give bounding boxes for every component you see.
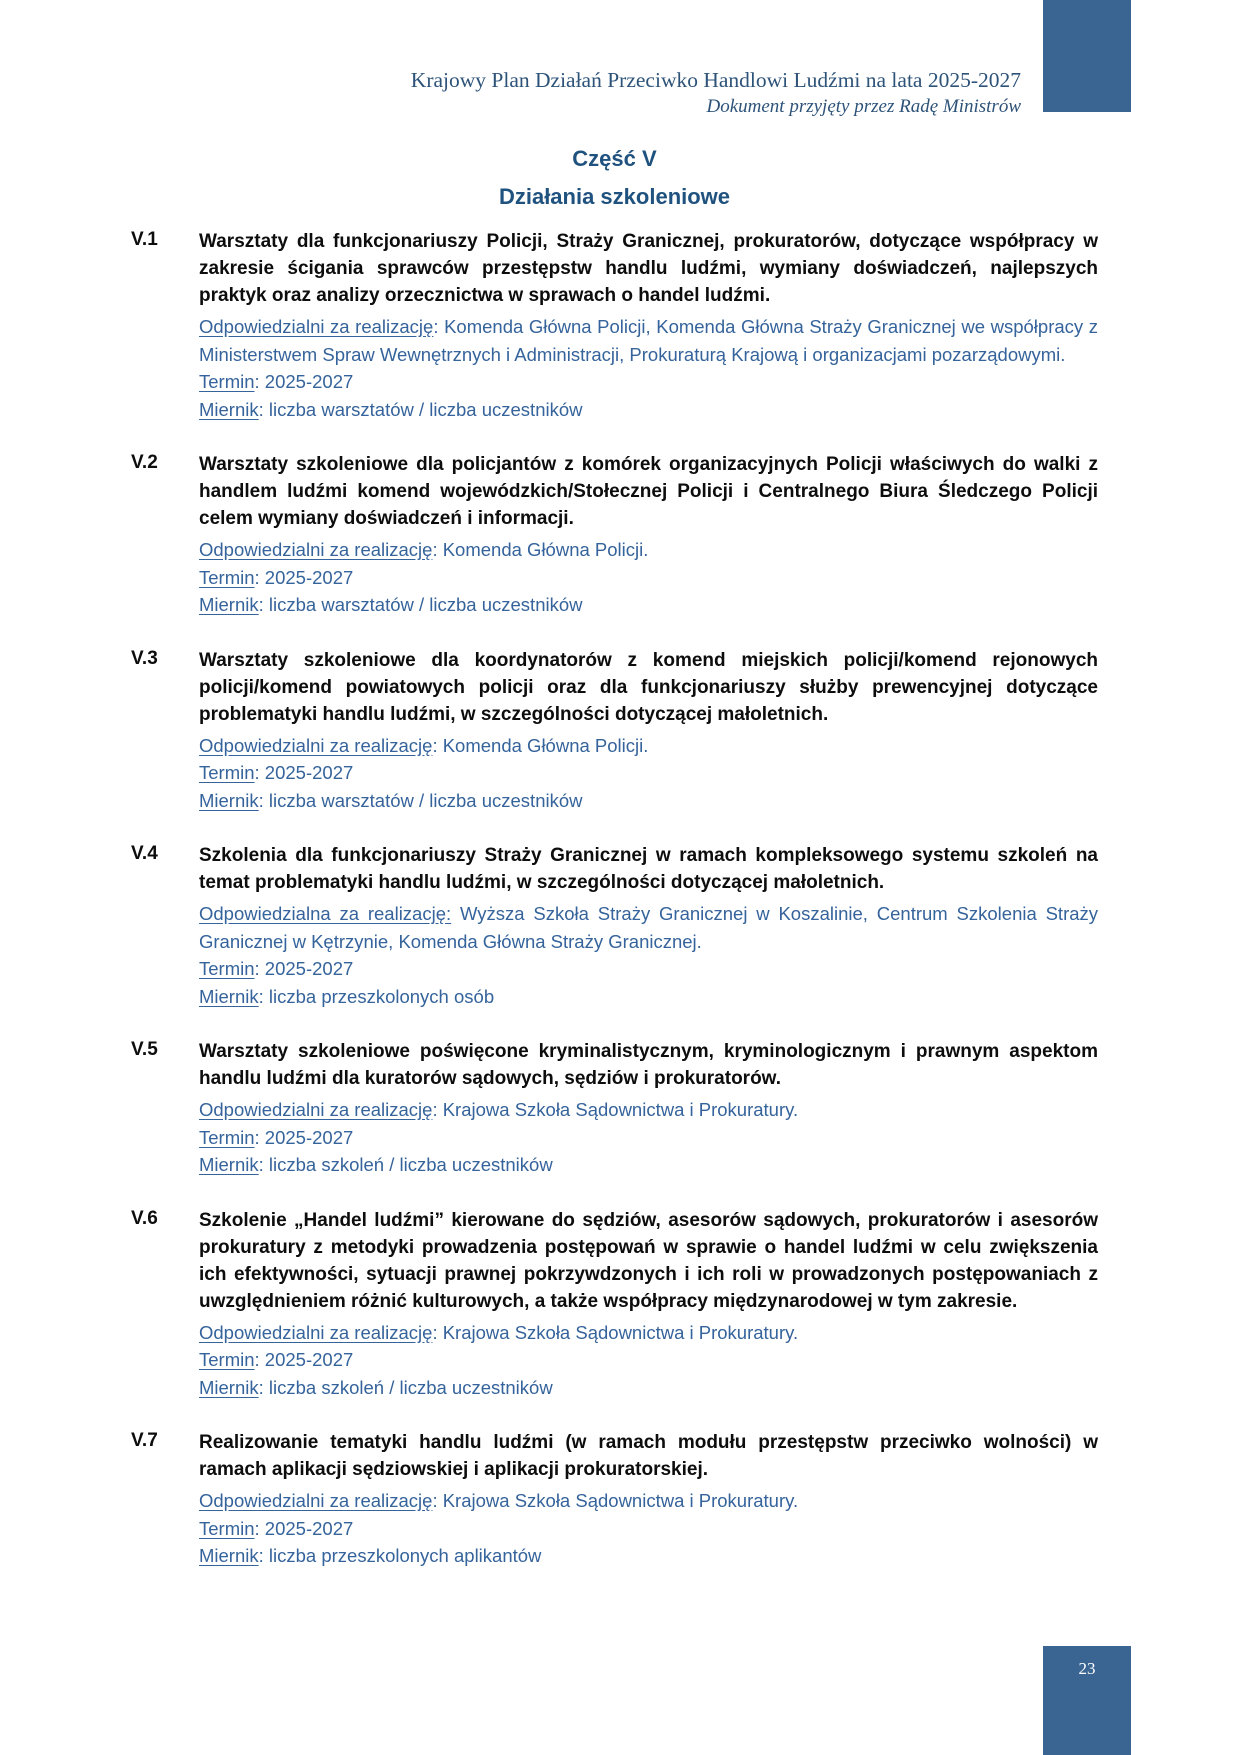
term-label: Termin	[199, 1517, 255, 1539]
separator: :	[258, 398, 269, 420]
metric-value: liczba przeszkolonych aplikantów	[268, 1545, 542, 1566]
metric-value: liczba warsztatów / liczba uczestników	[268, 398, 583, 420]
term-label: Termin	[199, 371, 255, 392]
item-content	[199, 451, 1098, 619]
separator	[451, 903, 460, 924]
item-content	[199, 1207, 1098, 1402]
separator: :	[258, 1545, 269, 1566]
item-content	[199, 1429, 1098, 1570]
document-subtitle: Dokument przyjęty przez Radę Ministrów	[706, 96, 1021, 117]
term-label: Termin	[199, 566, 255, 588]
item-content	[199, 228, 1098, 423]
metric-value: liczba warsztatów / liczba uczestników	[268, 789, 583, 811]
action-text: Szkolenie „Handel ludźmi” kierowane do sędziów, asesorów sądowych, prokuratorów i asesorów prokuratury z metodyki prowadzenia postępowań w sprawie o handel ludźmi w celu zwiększenia ich efektywności, sytuacji prawnej pokrzywdzonych i ich roli w prowadzonych postępowaniach z uwzględnieniem różnić kulturowych, a także współpracy międzynarodowej w tym zakresie.	[199, 1209, 1098, 1312]
separator: :	[432, 1490, 443, 1511]
responsible-value: Wyższa Szkoła Straży Granicznej w Koszalinie, Centrum Szkolenia Straży Granicznej w Kętrzynie, Komenda Główna Straży Granicznej.	[199, 903, 1099, 952]
term-line	[199, 759, 1098, 787]
action-item	[131, 228, 1098, 423]
metric-label: Miernik	[199, 594, 259, 615]
item-number: V.5	[131, 1039, 158, 1060]
metric-label: Miernik	[199, 1545, 259, 1566]
responsible-label: Odpowiedzialni za realizację	[199, 1490, 433, 1511]
responsible-line	[199, 1487, 1098, 1515]
metric-value: liczba warsztatów / liczba uczestników	[268, 594, 583, 615]
item-content	[199, 1038, 1098, 1179]
responsible-value: Krajowa Szkoła Sądownictwa i Prokuratury.	[442, 1099, 799, 1120]
term-value: 2025-2027	[264, 1517, 354, 1539]
responsible-line	[199, 1319, 1098, 1347]
responsible-label: Odpowiedzialni za realizację	[199, 1321, 433, 1343]
page-number: 23	[1078, 1659, 1096, 1678]
term-label: Termin	[199, 1126, 255, 1148]
separator: :	[433, 316, 445, 337]
item-number: V.3	[131, 647, 158, 669]
action-text: Szkolenia dla funkcjonariuszy Straży Granicznej w ramach kompleksowego systemu szkoleń na temat problematyki handlu ludźmi, w szczególności dotyczącej małoletnich.	[199, 845, 1098, 893]
responsible-line	[199, 732, 1098, 760]
item-number: V.7	[131, 1430, 158, 1451]
metric-line	[199, 396, 1098, 424]
responsible-line	[199, 1096, 1098, 1124]
separator: :	[432, 734, 443, 756]
separator: :	[254, 1126, 265, 1148]
action-item	[131, 842, 1098, 1010]
metric-label: Miernik	[199, 1376, 259, 1398]
separator: :	[254, 762, 265, 783]
action-text: Warsztaty szkoleniowe poświęcone kryminalistycznym, kryminologicznym i prawnym aspektom handlu ludźmi dla kuratorów sądowych, sędziów i prokuratorów.	[199, 1041, 1098, 1089]
responsible-line	[199, 313, 1098, 368]
metric-label: Miernik	[199, 985, 259, 1007]
responsible-line	[199, 900, 1098, 955]
metric-value: liczba szkoleń / liczba uczestników	[268, 1154, 553, 1175]
item-number: V.6	[131, 1207, 158, 1229]
action-text: Realizowanie tematyki handlu ludźmi (w ramach modułu przestępstw przeciwko wolności) w ramach aplikacji sędziowskiej i aplikacji prokuratorskiej.	[199, 1432, 1098, 1480]
metric-line	[199, 787, 1098, 815]
separator: :	[432, 539, 443, 560]
page-header	[131, 66, 1021, 120]
responsible-value: Krajowa Szkoła Sądownictwa i Prokuratury.	[442, 1321, 799, 1343]
responsible-label: Odpowiedzialna za realizację:	[199, 903, 452, 924]
metric-line	[199, 983, 1098, 1011]
action-text: Warsztaty szkoleniowe dla koordynatorów z komend miejskich policji/komend rejonowych policji/komend powiatowych policji oraz dla funkcjonariuszy służby prewencyjnej dotyczące problematyki handlu ludźmi, w szczególności dotyczącej małoletnich.	[199, 649, 1098, 725]
term-label: Termin	[199, 762, 255, 783]
item-number: V.1	[131, 229, 158, 250]
separator: :	[254, 371, 265, 392]
metric-label: Miernik	[199, 1154, 259, 1175]
metric-label: Miernik	[199, 398, 259, 420]
responsible-value: Komenda Główna Policji.	[442, 539, 649, 560]
separator: :	[258, 985, 269, 1007]
item-number: V.2	[131, 452, 158, 473]
term-line	[199, 368, 1098, 396]
term-value: 2025-2027	[264, 566, 354, 588]
action-item	[131, 1429, 1098, 1570]
term-line	[199, 564, 1098, 592]
part-heading: Część V	[572, 146, 657, 171]
action-text: Warsztaty dla funkcjonariuszy Policji, Straży Granicznej, prokuratorów, dotyczące współpracy w zakresie ścigania sprawców przestępstw handlu ludźmi, wymiany doświadczeń, najlepszych praktyk oraz analizy orzecznictwa w sprawach o handel ludźmi.	[199, 231, 1098, 306]
responsible-label: Odpowiedzialni za realizację	[199, 316, 434, 337]
term-line	[199, 955, 1098, 983]
term-label: Termin	[199, 958, 255, 979]
responsible-value: Krajowa Szkoła Sądownictwa i Prokuratury.	[442, 1490, 799, 1511]
metric-label: Miernik	[199, 789, 259, 811]
header-corner-banner	[1043, 0, 1131, 112]
separator: :	[258, 1154, 269, 1175]
term-line	[199, 1124, 1098, 1152]
responsible-label: Odpowiedzialni za realizację	[199, 1099, 433, 1120]
section-heading: Działania szkoleniowe	[498, 184, 731, 209]
responsible-line	[199, 536, 1098, 564]
metric-value: liczba szkoleń / liczba uczestników	[268, 1376, 553, 1398]
responsible-label: Odpowiedzialni za realizację	[199, 539, 433, 560]
item-content	[199, 647, 1098, 815]
separator: :	[258, 1376, 269, 1398]
term-value: 2025-2027	[264, 958, 354, 979]
term-value: 2025-2027	[264, 1126, 354, 1148]
term-value: 2025-2027	[264, 1349, 354, 1370]
separator: :	[254, 1349, 265, 1370]
term-line	[199, 1346, 1098, 1374]
separator: :	[254, 566, 265, 588]
action-item	[131, 1207, 1098, 1402]
document-title: Krajowy Plan Działań Przeciwko Handlowi Ludźmi na lata 2025-2027	[410, 68, 1021, 92]
metric-value: liczba przeszkolonych osób	[268, 985, 495, 1007]
term-value: 2025-2027	[264, 762, 354, 783]
responsible-value: Komenda Główna Policji, Komenda Główna Straży Granicznej we współpracy z Ministerstwem Spraw Wewnętrznych i Administracji, Prokuraturą Krajową i organizacjami pozarządowymi.	[199, 316, 1098, 365]
responsible-label: Odpowiedzialni za realizację	[199, 734, 433, 756]
term-line	[199, 1515, 1098, 1543]
metric-line	[199, 591, 1098, 619]
metric-line	[199, 1151, 1098, 1179]
item-number: V.4	[131, 843, 158, 864]
separator: :	[258, 789, 269, 811]
document-body	[131, 146, 1098, 1598]
separator: :	[254, 958, 265, 979]
action-item	[131, 647, 1098, 815]
separator: :	[432, 1321, 443, 1343]
term-value: 2025-2027	[264, 371, 354, 392]
separator: :	[258, 594, 269, 615]
term-label: Termin	[199, 1349, 255, 1370]
metric-line	[199, 1374, 1098, 1402]
footer-banner	[1043, 1646, 1131, 1755]
responsible-value: Komenda Główna Policji.	[442, 734, 649, 756]
action-item	[131, 451, 1098, 619]
separator: :	[432, 1099, 443, 1120]
action-item	[131, 1038, 1098, 1179]
action-text: Warsztaty szkoleniowe dla policjantów z komórek organizacyjnych Policji właściwych do walki z handlem ludźmi komend wojewódzkich/Stołecznej Policji i Centralnego Biura Śledczego Policji celem wymiany doświadczeń i informacji.	[199, 454, 1098, 529]
item-content	[199, 842, 1098, 1010]
metric-line	[199, 1542, 1098, 1570]
separator: :	[254, 1517, 265, 1539]
